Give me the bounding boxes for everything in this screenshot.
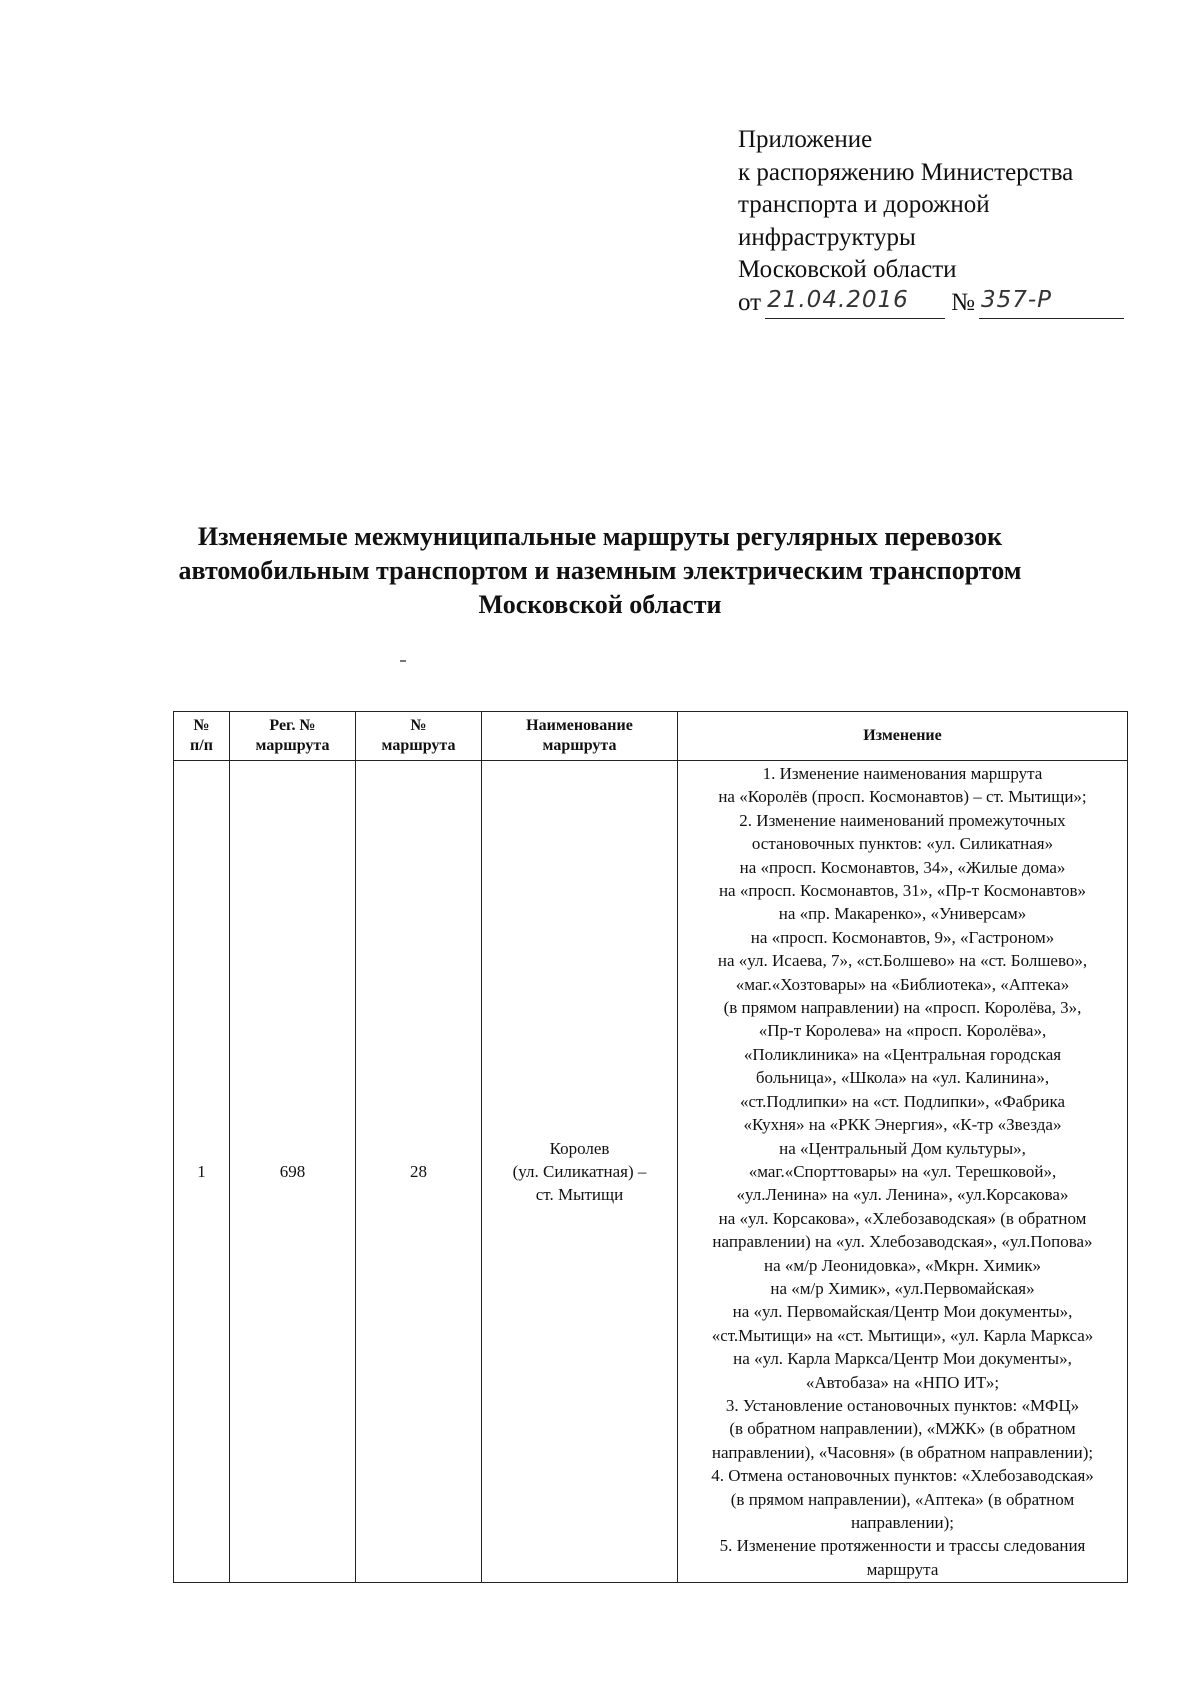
change-line: на «ул. Исаева, 7», «ст.Болшево» на «ст. Болшево», (717, 951, 1088, 971)
change-line: «Пр-т Королева» на «просп. Королёва», (758, 1021, 1047, 1041)
header-route-no-line: № (410, 717, 427, 734)
header-route-no-line: маршрута (381, 737, 456, 754)
change-line: на «м/р Химик», «ул.Первомайская» (770, 1278, 1035, 1298)
table-header-row (174, 712, 1128, 761)
document-title (150, 520, 1050, 622)
header-reg-line: Рег. № (269, 717, 316, 734)
number-field (979, 288, 1124, 319)
header-name-line: маршрута (542, 737, 617, 754)
header-num-line: № (193, 717, 210, 734)
handwritten-date: 21.04.2016 (767, 286, 909, 313)
change-line: на «ул. Первомайская/Центр Мои документы», (732, 1302, 1073, 1322)
change-line: «Автобаза» на «НПО ИТ»; (805, 1372, 1000, 1392)
change-line: (в прямом направлении), «Аптека» (в обратном (730, 1489, 1075, 1509)
change-line: 2. Изменение наименований промежуточных (739, 810, 1066, 830)
title-line: Московской области (478, 590, 722, 619)
cell-reg: 698 (230, 761, 356, 1583)
name-line: (ул. Силикатная) – (512, 1161, 647, 1181)
change-line: «маг.«Спорттовары» на «ул. Терешковой», (748, 1161, 1057, 1181)
change-line: направлении) на «ул. Хлебозаводская», «ул.Попова» (712, 1232, 1093, 1252)
change-line: (в обратном направлении), «МЖК» (в обратном (729, 1419, 1076, 1439)
header-reg-line: маршрута (255, 737, 330, 754)
change-line: 4. Отмена остановочных пунктов: «Хлебозаводская» (711, 1466, 1094, 1486)
change-line: 1. Изменение наименования маршрута (762, 764, 1043, 783)
header-route-no (356, 712, 482, 761)
change-line: «маг.«Хозтовары» на «Библиотека», «Аптека» (735, 974, 1070, 994)
change-line: «Кухня» на «РКК Энергия», «К-тр «Звезда» (743, 1115, 1062, 1135)
appendix-line: транспорта и дорожной (738, 191, 990, 218)
title-line: автомобильным транспортом и наземным электрическим транспортом (178, 556, 1022, 585)
change-line: (в прямом направлении) на «просп. Королёва, 3», (723, 998, 1082, 1018)
change-line: «ст.Мытищи» на «ст. Мытищи», «ул. Карла Маркса» (711, 1325, 1094, 1345)
change-line: направлении), «Часовня» (в обратном направлении); (711, 1442, 1094, 1462)
appendix-block (738, 124, 1138, 319)
change-line: на «Королёв (просп. Космонавтов) – ст. Мытищи»; (718, 787, 1087, 807)
cell-route-no: 28 (356, 761, 482, 1583)
change-line: на «м/р Леонидовка», «Мкрн. Химик» (764, 1255, 1041, 1275)
name-line: ст. Мытищи (535, 1185, 624, 1205)
header-num (174, 712, 230, 761)
header-name (482, 712, 678, 761)
change-line: остановочных пунктов: «ул. Силикатная» (751, 834, 1054, 854)
change-line: на «просп. Космонавтов, 34», «Жилые дома» (739, 857, 1066, 877)
number-label: № (951, 288, 975, 316)
cell-num: 1 (174, 761, 230, 1583)
date-number-line (738, 287, 1138, 320)
routes-table (173, 711, 1128, 1583)
appendix-line: Приложение (738, 126, 873, 153)
header-reg (230, 712, 356, 761)
change-line: на «пр. Макаренко», «Универсам» (778, 904, 1027, 924)
change-line: на «ул. Карла Маркса/Центр Мои документы», (733, 1349, 1072, 1369)
change-line: 3. Установление остановочных пунктов: «МФЦ» (725, 1395, 1080, 1415)
change-line: направлении); (850, 1513, 955, 1532)
cell-change (678, 761, 1128, 1583)
appendix-line: инфраструктуры (738, 223, 916, 251)
change-line: на «Центральный Дом культуры», (779, 1138, 1026, 1158)
header-name-line: Наименование (526, 717, 633, 734)
from-label: от (738, 288, 762, 316)
cell-name (482, 761, 678, 1583)
title-line: Изменяемые межмуниципальные маршруты регулярных перевозок (197, 522, 1003, 551)
change-line: 5. Изменение протяженности и трассы следования (719, 1536, 1086, 1556)
date-field (765, 288, 945, 319)
change-line: больница», «Школа» на «ул. Калинина», (755, 1068, 1050, 1088)
table-row (174, 761, 1128, 1583)
appendix-line: к распоряжению Министерства (738, 158, 1074, 186)
change-line: маршрута (866, 1559, 939, 1579)
name-line: Королев (549, 1138, 610, 1158)
header-num-line: п/п (190, 737, 213, 754)
change-line: «ул.Ленина» на «ул. Ленина», «ул.Корсакова» (736, 1185, 1069, 1205)
appendix-line: Московской области (738, 256, 957, 283)
change-line: на «просп. Космонавтов, 31», «Пр-т Космонавтов» (718, 881, 1087, 901)
scan-speck (400, 660, 406, 662)
handwritten-number: 357-Р (980, 286, 1053, 313)
change-line: на «ул. Корсакова», «Хлебозаводская» (в обратном (718, 1208, 1087, 1228)
header-change: Изменение (678, 712, 1128, 761)
change-line: «Поликлиника» на «Центральная городская (743, 1044, 1062, 1064)
change-line: на «просп. Космонавтов, 9», «Гастроном» (750, 927, 1055, 947)
change-line: «ст.Подлипки» на «ст. Подлипки», «Фабрика (739, 1091, 1065, 1111)
